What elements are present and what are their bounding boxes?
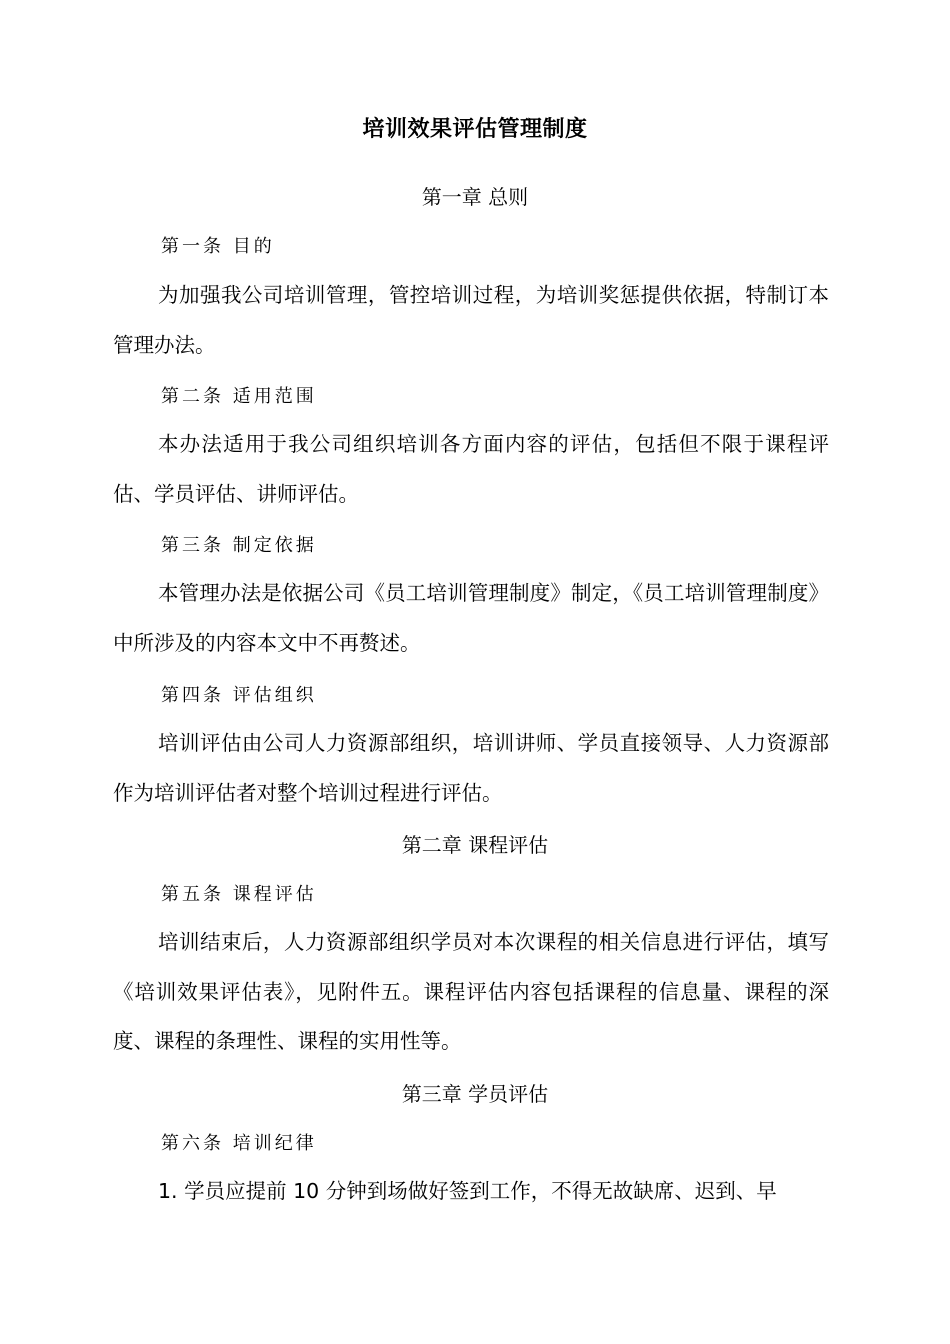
chapter-1-heading: 第一章 总则: [421, 185, 529, 209]
chapter-3-heading: 第三章 学员评估: [401, 1082, 549, 1106]
article-3-text: 本管理办法是依据公司《员工培训管理制度》制定，《员工培训管理制度》中所涉及的内容本文中不再赘述。: [113, 581, 829, 655]
article-3-heading: 第三条 制定依据: [161, 535, 317, 556]
article-2-heading: 第二条 适用范围: [161, 386, 317, 407]
article-5-text: 培训结束后，人力资源部组织学员对本次课程的相关信息进行评估，填写《培训效果评估表》，见附件五。课程评估内容包括课程的信息量、课程的深度、课程的条理性、课程的实用性等。: [113, 930, 829, 1053]
article-4-heading: 第四条 评估组织: [161, 685, 317, 706]
chapter-2-heading: 第二章 课程评估: [401, 833, 549, 857]
document-title: 培训效果评估管理制度: [362, 117, 588, 142]
article-6-text: 1. 学员应提前 10 分钟到场做好签到工作，不得无故缺席、迟到、早: [158, 1179, 777, 1203]
article-6-heading: 第六条 培训纪律: [161, 1133, 317, 1154]
article-4-text: 培训评估由公司人力资源部组织，培训讲师、学员直接领导、人力资源部作为培训评估者对整个培训过程进行评估。: [113, 731, 829, 805]
article-1-heading: 第一条 目的: [161, 236, 275, 257]
article-5-heading: 第五条 课程评估: [161, 884, 317, 905]
article-2-text: 本办法适用于我公司组织培训各方面内容的评估，包括但不限于课程评估、学员评估、讲师评估。: [113, 432, 829, 506]
article-1-text: 为加强我公司培训管理，管控培训过程，为培训奖惩提供依据，特制订本管理办法。: [113, 283, 829, 357]
